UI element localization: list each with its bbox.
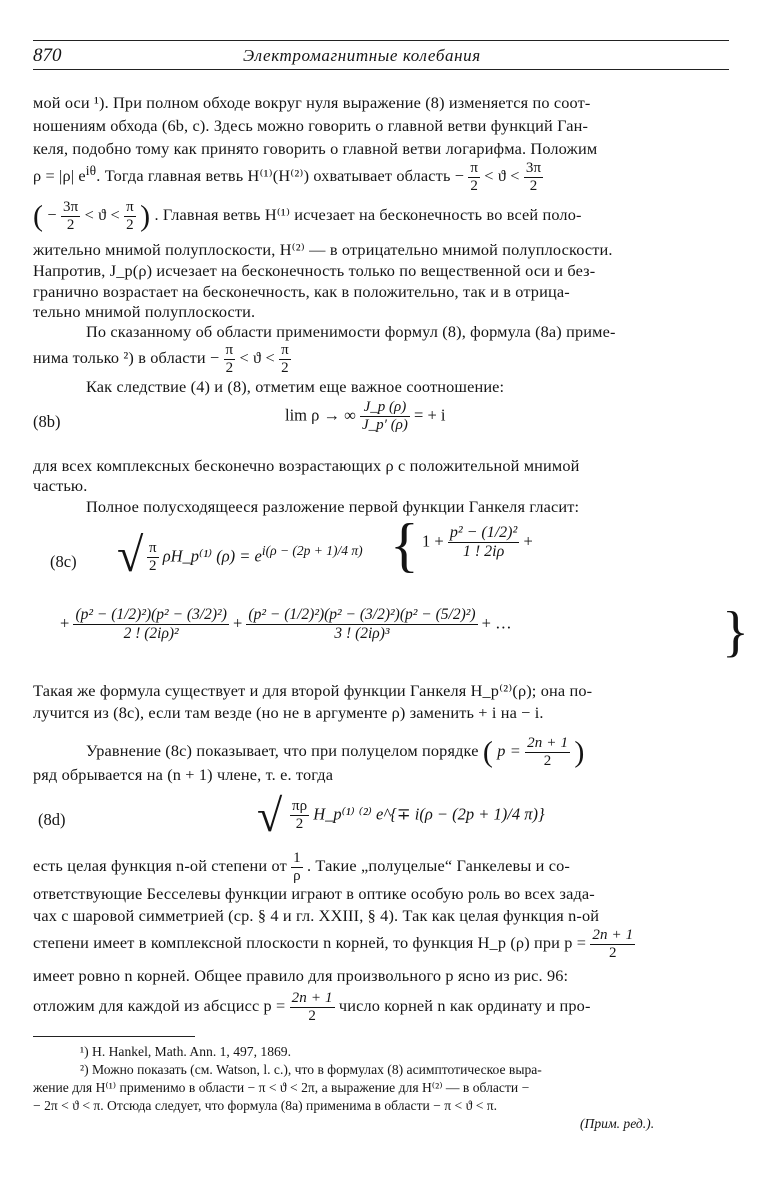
fraction: $\frac{\pi}{2}$ — [281, 342, 289, 376]
text-line: Как следствие (4) и (8), отметим еще важное соотношение: — [86, 377, 505, 396]
polar-form: ρ = |ρ| e — [33, 166, 86, 186]
text-fragment: нима только ²) в области − — [33, 348, 220, 368]
fraction: $\frac{\pi}{2}$ — [470, 160, 479, 194]
footnote-2-line: жение для H⁽¹⁾ применимо в области − π < ϑ < 2π, а выражение для H⁽²⁾ — в области − — [33, 1080, 530, 1095]
fraction: $\frac{\pi}{2}$ — [126, 199, 134, 233]
text-line: частью. — [33, 476, 88, 495]
text-line: ответствующие Бесселевы функции играют в оптике особую роль во всех зада- — [33, 884, 595, 903]
text-line: жительно мнимой полуплоскости, H⁽²⁾ — в отрицательно мнимой полуплоскости. — [33, 240, 613, 259]
text-fragment: . Такие „полуцелые“ Ганкелевы и со- — [306, 856, 570, 876]
close-paren-symbol: ) — [574, 735, 585, 769]
fraction: $\frac{\pi}{2}$ — [149, 540, 157, 574]
text-line: Такая же формула существует и для второй функции Ганкеля H_p⁽²⁾(ρ); она по- — [33, 681, 593, 700]
equation-8c-second-line — [60, 606, 512, 643]
text-line: келя, подобно тому как принято говорить о главной ветви логарифма. Положим — [33, 139, 598, 158]
fraction: $\frac{2n + 1}{2}$ — [291, 990, 333, 1024]
exponent: i(ρ − (2p + 1)/4 π) — [261, 542, 363, 558]
fraction: $\frac{\text{(p² − (1/2)²)(p² − (3/2)²)}}{\text{2 ! (2iρ)²}}$ — [75, 606, 227, 642]
minus-sign: − — [47, 205, 57, 225]
text-line: ряд обрывается на (n + 1) члене, т. е. тогда — [33, 765, 334, 784]
limit-operator: lim ρ → ∞ — [285, 405, 356, 425]
text-line-with-math — [33, 342, 291, 377]
close-brace-symbol: } — [722, 601, 749, 663]
text-line: ношениям обхода (6b, c). Здесь можно говорить о главной ветви функций Ган- — [33, 116, 589, 135]
fraction: $\frac{\pi}{2}$ — [225, 342, 234, 376]
text-line: для всех комплексных бесконечно возрастающих ρ с положительной мнимой — [33, 456, 580, 475]
text-fragment: число корней n как ординату и про- — [338, 996, 591, 1016]
text-line: По сказанному об области применимости формул (8), формула (8a) приме- — [86, 322, 616, 341]
plus-sign: + — [232, 613, 243, 633]
header-top-rule — [33, 40, 729, 41]
equation-rhs: = + i — [414, 405, 446, 425]
equation-label: (8b) — [33, 412, 61, 431]
hankel-expression: ρH_p⁽¹⁾ (ρ) = e — [162, 546, 262, 566]
text-line-with-math — [33, 160, 543, 195]
text-fragment: . Тогда главная ветвь H⁽¹⁾(H⁽²⁾) охватывает область − — [96, 166, 465, 186]
text-fragment: отложим для каждой из абсцисс p = — [33, 996, 286, 1016]
fraction: $\frac{\text{(p² − (1/2)²)(p² − (3/2)²)(p² − (5/2)²)}}{\text{3 ! (2iρ)³}}$ — [248, 606, 476, 642]
text-line: Полное полусходящееся разложение первой функции Ганкеля гласит: — [86, 497, 580, 516]
open-paren-symbol: ( — [482, 735, 493, 769]
text-line-with-math — [33, 199, 582, 234]
text-line: гранично возрастает на бесконечность, как в положительно, так и в отрица- — [33, 282, 570, 301]
text-fragment: Уравнение (8c) показывает, что при полуцелом порядке — [86, 741, 479, 761]
fraction: $\frac{3\pi}{2}$ — [62, 199, 79, 233]
text-line: мой оси ¹). При полном обходе вокруг нуля выражение (8) изменяется по соот- — [33, 93, 591, 112]
fraction: $\frac{3\pi}{2}$ — [525, 160, 542, 194]
sqrt-symbol: √ — [257, 790, 283, 841]
equation-8c-lhs — [147, 540, 363, 575]
open-brace-symbol: { — [390, 512, 419, 578]
text-line: тельно мнимой полуплоскости. — [33, 302, 256, 321]
fraction: $\frac{2n + 1}{2}$ — [527, 735, 569, 769]
sqrt-symbol: √ — [117, 529, 144, 582]
hankel-expression: H_p⁽¹⁾ ⁽²⁾ e^{∓ i(ρ − (2p + 1)/4 π)} — [313, 804, 545, 824]
footnote-rule — [33, 1036, 195, 1037]
footnote-1: ¹) H. Hankel, Math. Ann. 1, 497, 1869. — [80, 1044, 291, 1059]
inequality: < ϑ < — [239, 348, 275, 368]
text-line-with-math — [33, 990, 591, 1025]
page-number: 870 — [33, 45, 62, 66]
header-bottom-rule — [33, 69, 729, 70]
fraction: $\frac{\pi\rho}{2}$ — [292, 798, 308, 832]
series-tail: + … — [481, 613, 512, 633]
fraction: $\frac{J\_p (\rho)}{J\_p' (\rho)}$ — [362, 399, 408, 433]
equation-8b — [285, 399, 445, 434]
footnote-2-line: − 2π < ϑ < π. Отсюда следует, что формула (8a) применима в области − π < ϑ < π. — [33, 1098, 498, 1113]
text-line-with-math — [33, 927, 635, 962]
text-line: чах с шаровой симметрией (ср. § 4 и гл. XXIII, § 4). Так как целая функция n-ой — [33, 906, 600, 925]
running-title: Электромагнитные колебания — [243, 46, 481, 65]
text-fragment: степени имеет в комплексной плоскости n корней, то функция H_p (ρ) при p = — [33, 933, 587, 953]
text-fragment: . Главная ветвь H⁽¹⁾ исчезает на бесконечность во всей поло- — [154, 205, 582, 225]
one-plus: 1 + — [422, 531, 444, 551]
inequality: < ϑ < — [84, 205, 120, 225]
equation-label: (8d) — [38, 810, 66, 829]
equation-8d — [290, 798, 545, 833]
fraction: $\frac{1}{\rho}$ — [293, 850, 301, 884]
plus-sign: + — [60, 613, 70, 633]
text-line: Напротив, J_p(ρ) исчезает на бесконечность только по вещественной оси и без- — [33, 261, 596, 280]
footnote-2-line: ²) Можно показать (см. Watson, l. c.), что в формулах (8) асимптотическое выра- — [80, 1062, 542, 1077]
running-header — [33, 36, 729, 76]
text-line-with-math — [33, 850, 570, 885]
footnote-editor-note: (Прим. ред.). — [580, 1116, 655, 1131]
text-line: имеет ровно n корней. Общее правило для произвольного p ясно из рис. 96: — [33, 966, 569, 985]
exponent: iθ — [85, 162, 97, 178]
close-paren-symbol: ) — [140, 199, 151, 233]
fraction: $\frac{\text{p² − (1/2)²}}{1 ! 2i\rho}$ — [449, 524, 518, 560]
fraction: $\frac{2n + 1}{2}$ — [592, 927, 634, 961]
equation-label: (8c) — [50, 552, 77, 571]
p-equals: p = — [497, 741, 521, 761]
plus-sign: + — [523, 531, 533, 551]
text-line: лучится из (8c), если там везде (но не в аргументе ρ) заменить + i на − i. — [33, 703, 544, 722]
inequality: < ϑ < — [484, 166, 520, 186]
equation-8c-first-term — [422, 524, 533, 561]
text-fragment: есть целая функция n-ой степени от — [33, 856, 287, 876]
open-paren-symbol: ( — [33, 199, 44, 233]
